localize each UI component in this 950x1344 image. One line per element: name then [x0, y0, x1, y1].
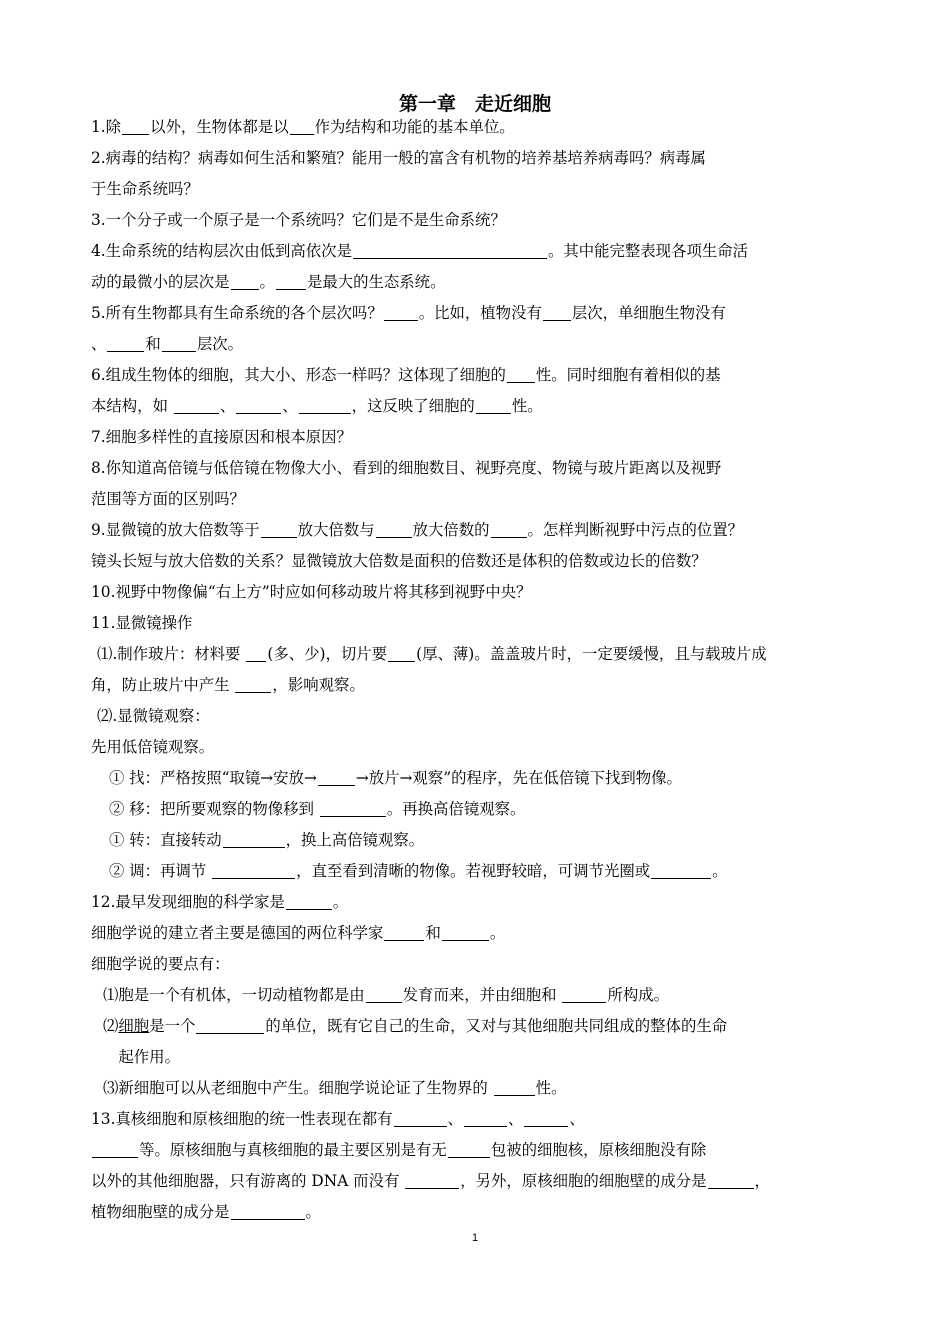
- line-text: 性。: [535, 1079, 567, 1097]
- fill-in-blank[interactable]: [231, 1201, 305, 1220]
- fill-in-blank[interactable]: [476, 395, 511, 414]
- fill-in-blank[interactable]: [464, 1108, 507, 1127]
- fill-in-blank[interactable]: [388, 643, 415, 662]
- line-text: 1.除: [91, 118, 122, 136]
- text-line: [91, 577, 866, 608]
- fill-in-blank[interactable]: [174, 395, 219, 414]
- fill-in-blank[interactable]: [318, 767, 355, 786]
- fill-in-blank[interactable]: [384, 302, 418, 321]
- line-text: 本结构，如: [91, 397, 173, 415]
- text-line: [91, 856, 866, 887]
- line-text: 10.视野中物像偏“右上方”时应如何移动玻片将其移到视野中央？: [91, 583, 532, 601]
- fill-in-blank[interactable]: [92, 1139, 138, 1158]
- line-text: 于生命系统吗？: [91, 180, 199, 198]
- line-text: 、: [282, 397, 298, 415]
- line-text: 动的最微小的层次是: [91, 273, 230, 291]
- fill-in-blank[interactable]: [708, 1170, 754, 1189]
- line-text: 角，防止玻片中产生: [91, 676, 235, 694]
- line-text: 。比如，植物没有: [418, 304, 542, 322]
- line-text: 和: [425, 924, 441, 942]
- line-text: 先用低倍镜观察。: [91, 738, 215, 756]
- fill-in-blank[interactable]: [524, 1108, 568, 1127]
- underlined-term: 细胞: [118, 1017, 150, 1035]
- text-line: [91, 794, 866, 825]
- fill-in-blank[interactable]: [394, 1108, 447, 1127]
- line-text: 起作用。: [103, 1048, 180, 1066]
- fill-in-blank[interactable]: [376, 519, 412, 538]
- fill-in-blank[interactable]: [494, 1077, 535, 1096]
- line-text: ，直至看到清晰的物像。若视野较暗，可调节光圈或: [296, 862, 651, 880]
- text-line: [91, 887, 866, 918]
- line-text: 是最大的生态系统。: [306, 273, 446, 291]
- fill-in-blank[interactable]: [236, 395, 281, 414]
- fill-in-blank[interactable]: [651, 860, 711, 879]
- line-text: 12.最早发现细胞的科学家是: [91, 893, 285, 911]
- line-text: ，影响观察。: [272, 676, 365, 694]
- line-text: (厚、薄)。盖盖玻片时，一定要缓慢，且与载玻片成: [416, 645, 767, 663]
- line-text: 5.所有生物都具有生命系统的各个层次吗？: [91, 304, 383, 322]
- fill-in-blank[interactable]: [235, 674, 271, 693]
- line-text: 。怎样判断视野中污点的位置？: [527, 521, 744, 539]
- line-text: 。: [332, 893, 349, 911]
- text-line: [91, 143, 866, 174]
- line-text: 。: [489, 924, 506, 942]
- text-line: [91, 422, 866, 453]
- fill-in-blank[interactable]: [491, 519, 527, 538]
- text-line: [91, 763, 866, 794]
- line-text: 、: [91, 335, 107, 353]
- line-text: ① 找：严格按照“取镜→安放→: [109, 769, 317, 787]
- line-text: 。其中能完整表现各项生命活: [547, 242, 749, 260]
- line-text: ，另外，原核细胞的细胞壁的成分是: [460, 1172, 707, 1190]
- text-line: [91, 1135, 866, 1166]
- fill-in-blank[interactable]: [286, 891, 332, 910]
- line-text: ，: [754, 1172, 770, 1190]
- line-text: 11.显微镜操作: [91, 614, 193, 632]
- line-text: (多、少)，切片要: [267, 645, 388, 663]
- line-text: 。: [712, 862, 728, 880]
- line-text: 范围等方面的区别吗？: [91, 490, 245, 508]
- fill-in-blank[interactable]: [212, 860, 295, 879]
- line-text: 细胞学说的建立者主要是德国的两位科学家: [91, 924, 384, 942]
- line-text: 所构成。: [607, 986, 670, 1004]
- line-text: 。: [305, 1203, 321, 1221]
- text-line: [91, 1166, 866, 1197]
- line-text: ，换上高倍镜观察。: [285, 831, 425, 849]
- fill-in-blank[interactable]: [320, 798, 386, 817]
- text-line: [91, 1073, 866, 1104]
- text-line: [91, 267, 866, 298]
- line-text: 以外，生物体都是以: [150, 118, 289, 136]
- line-text: 和: [145, 335, 161, 353]
- fill-in-blank[interactable]: [384, 922, 424, 941]
- line-text: ⑴胞是一个有机体，一切动植物都是由: [103, 986, 365, 1004]
- line-text: 。再换高倍镜观察。: [386, 800, 526, 818]
- line-text: ，这反映了细胞的: [351, 397, 475, 415]
- text-line: [91, 639, 866, 670]
- line-text: 、: [507, 1110, 524, 1128]
- line-text: 3.一个分子或一个原子是一个系统吗？它们是不是生命系统？: [91, 211, 506, 229]
- text-line: [91, 298, 866, 329]
- text-line: [91, 918, 866, 949]
- text-line: [91, 174, 866, 205]
- text-line: [91, 546, 866, 577]
- text-line: [91, 980, 866, 1011]
- text-line: [91, 670, 866, 701]
- line-text: 植物细胞壁的成分是: [91, 1203, 230, 1221]
- text-line: [91, 701, 866, 732]
- fill-in-blank[interactable]: [261, 519, 297, 538]
- line-text: 4.生命系统的结构层次由低到高依次是: [91, 242, 352, 260]
- fill-in-blank[interactable]: [196, 1015, 264, 1034]
- line-text: 9.显微镜的放大倍数等于: [91, 521, 260, 539]
- line-text: ① 转：直接转动: [109, 831, 222, 849]
- fill-in-blank[interactable]: [107, 333, 144, 352]
- line-text: 的单位，既有它自己的生命，又对与其他细胞共同组成的整体的生命: [265, 1017, 728, 1035]
- fill-in-blank[interactable]: [223, 829, 285, 848]
- fill-in-blank[interactable]: [442, 922, 489, 941]
- line-text: ⑴.制作玻片：材料要: [97, 645, 246, 663]
- line-text: 、: [447, 1110, 463, 1128]
- text-line: [91, 205, 866, 236]
- line-text: ⑵.显微镜观察：: [97, 707, 210, 725]
- text-line: [91, 1104, 866, 1135]
- line-text: 放大倍数与: [297, 521, 375, 539]
- fill-in-blank[interactable]: [246, 643, 266, 662]
- fill-in-blank[interactable]: [299, 395, 351, 414]
- fill-in-blank[interactable]: [290, 116, 314, 135]
- line-text: ⑵: [103, 1017, 119, 1035]
- fill-in-blank[interactable]: [162, 333, 196, 352]
- text-line: [91, 1197, 866, 1228]
- line-text: 层次，单细胞生物没有: [571, 304, 726, 322]
- fill-in-blank[interactable]: [366, 984, 402, 1003]
- line-text: 、: [569, 1110, 585, 1128]
- chapter-title: 第一章 走近细胞: [398, 93, 551, 115]
- text-line: [91, 1042, 866, 1073]
- line-text: 7.细胞多样性的直接原因和根本原因？: [91, 428, 352, 446]
- line-text: 2.病毒的结构？病毒如何生活和繁殖？能用一般的富含有机物的培养基培养病毒吗？病毒属: [91, 149, 706, 167]
- line-text: 性。: [511, 397, 543, 415]
- text-line: [91, 732, 866, 763]
- text-line: [91, 1011, 866, 1042]
- line-text: 放大倍数的: [412, 521, 490, 539]
- line-text: 、: [219, 397, 236, 415]
- line-text: 层次。: [196, 335, 243, 353]
- text-line: [91, 825, 866, 856]
- fill-in-blank[interactable]: [353, 240, 547, 259]
- line-text: 是一个: [149, 1017, 196, 1035]
- line-text: 13.真核细胞和原核细胞的统一性表现在都有: [91, 1110, 393, 1128]
- fill-in-blank[interactable]: [231, 271, 259, 290]
- fill-in-blank[interactable]: [448, 1139, 490, 1158]
- text-line: [91, 515, 866, 546]
- text-line: [91, 329, 866, 360]
- fill-in-blank[interactable]: [507, 364, 535, 383]
- line-text: ② 移：把所要观察的物像移到: [109, 800, 319, 818]
- line-text: →放片→观察”的程序，先在低倍镜下找到物像。: [355, 769, 682, 787]
- line-text: 发育而来，并由细胞和: [402, 986, 562, 1004]
- fill-in-blank[interactable]: [562, 984, 606, 1003]
- text-line: [91, 236, 866, 267]
- fill-in-blank[interactable]: [543, 302, 571, 321]
- text-line: [91, 453, 866, 484]
- question-list: [91, 112, 866, 1228]
- line-text: 作为结构和功能的基本单位。: [314, 118, 515, 136]
- line-text: 8.你知道高倍镜与低倍镜在物像大小、看到的细胞数目、视野亮度、物镜与玻片距离以及视野: [91, 459, 722, 477]
- fill-in-blank[interactable]: [122, 116, 149, 135]
- line-text: 细胞学说的要点有：: [91, 955, 230, 973]
- line-text: 性。同时细胞有着相似的基: [535, 366, 721, 384]
- line-text: ② 调：再调节: [109, 862, 212, 880]
- line-text: 包被的细胞核，原核细胞没有除: [490, 1141, 707, 1159]
- line-text: ⑶新细胞可以从老细胞中产生。细胞学说论证了生物界的: [103, 1079, 493, 1097]
- text-line: [91, 949, 866, 980]
- line-text: 以外的其他细胞器，只有游离的 DNA 而没有: [91, 1172, 405, 1190]
- fill-in-blank[interactable]: [405, 1170, 459, 1189]
- page-number: 1: [471, 1232, 479, 1244]
- line-text: 镜头长短与放大倍数的关系？显微镜放大倍数是面积的倍数还是体积的倍数或边长的倍数？: [91, 552, 707, 570]
- line-text: 6.组成生物体的细胞，其大小、形态一样吗？这体现了细胞的: [91, 366, 506, 384]
- text-line: [91, 608, 866, 639]
- text-line: [91, 391, 866, 422]
- text-line: [91, 484, 866, 515]
- text-line: [91, 112, 866, 143]
- line-text: 等。原核细胞与真核细胞的最主要区别是有无: [139, 1141, 447, 1159]
- line-text: 。: [259, 273, 275, 291]
- text-line: [91, 360, 866, 391]
- fill-in-blank[interactable]: [276, 271, 306, 290]
